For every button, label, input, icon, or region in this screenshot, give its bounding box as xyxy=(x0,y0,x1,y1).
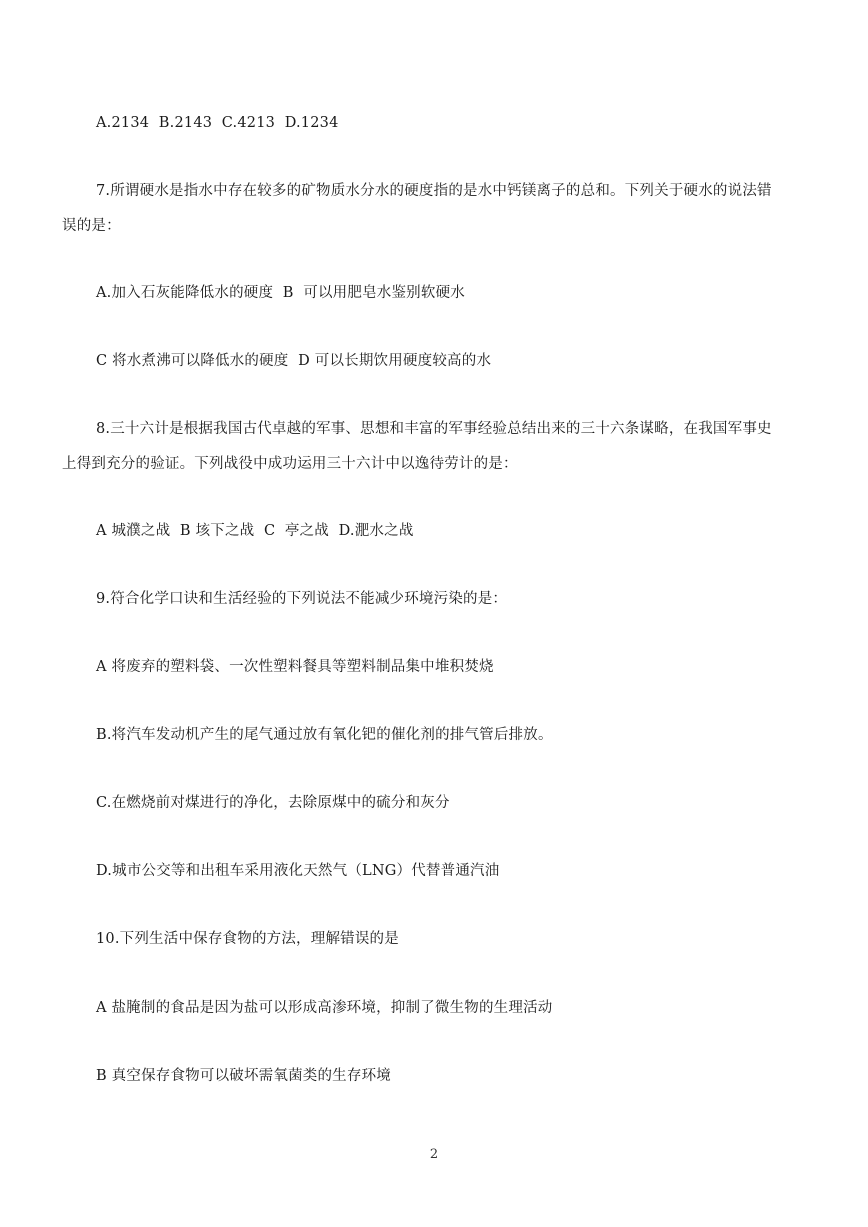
q10-option-b: B 真空保存食物可以破坏需氧菌类的生存环境 xyxy=(96,1068,391,1084)
q9-option-a: A 将废弃的塑料袋、一次性塑料餐具等塑料制品集中堆积焚烧 xyxy=(96,659,494,675)
q7-stem: 7.所谓硬水是指水中存在较多的矿物质水分水的硬度指的是水中钙镁离子的总和。下列关于硬水的说法错 xyxy=(96,183,772,199)
q8-stem: 8.三十六计是根据我国古代卓越的军事、思想和丰富的军事经验总结出来的三十六条谋略，在我国军事史 xyxy=(96,421,772,437)
q9-option-b: B.将汽车发动机产生的尾气通过放有氧化钯的催化剂的排气管后排放。 xyxy=(96,727,553,743)
q6-options: A.2134 B.2143 C.4213 D.1234 xyxy=(96,115,339,131)
q9-option-d: D.城市公交等和出租车采用液化天然气（LNG）代替普通汽油 xyxy=(96,863,500,879)
q10-option-a: A 盐腌制的食品是因为盐可以形成高渗环境，抑制了微生物的生理活动 xyxy=(96,1000,553,1016)
q8-stem-continued: 上得到充分的验证。下列战役中成功运用三十六计中以逸待劳计的是： xyxy=(62,456,518,472)
q9-stem: 9.符合化学口诀和生活经验的下列说法不能减少环境污染的是： xyxy=(96,591,508,607)
q10-stem: 10.下列生活中保存食物的方法，理解错误的是 xyxy=(96,931,399,947)
q7-stem-continued: 误的是： xyxy=(62,218,121,234)
q8-options: A 城濮之战 B 垓下之战 C 亭之战 D.淝水之战 xyxy=(96,523,414,539)
q7-options-cd: C 将水煮沸可以降低水的硬度 D 可以长期饮用硬度较高的水 xyxy=(96,353,492,369)
page-number: 2 xyxy=(429,1147,439,1162)
q7-options-ab: A.加入石灰能降低水的硬度 B 可以用肥皂水鉴别软硬水 xyxy=(96,285,465,301)
q9-option-c: C.在燃烧前对煤进行的净化，去除原煤中的硫分和灰分 xyxy=(96,795,450,811)
